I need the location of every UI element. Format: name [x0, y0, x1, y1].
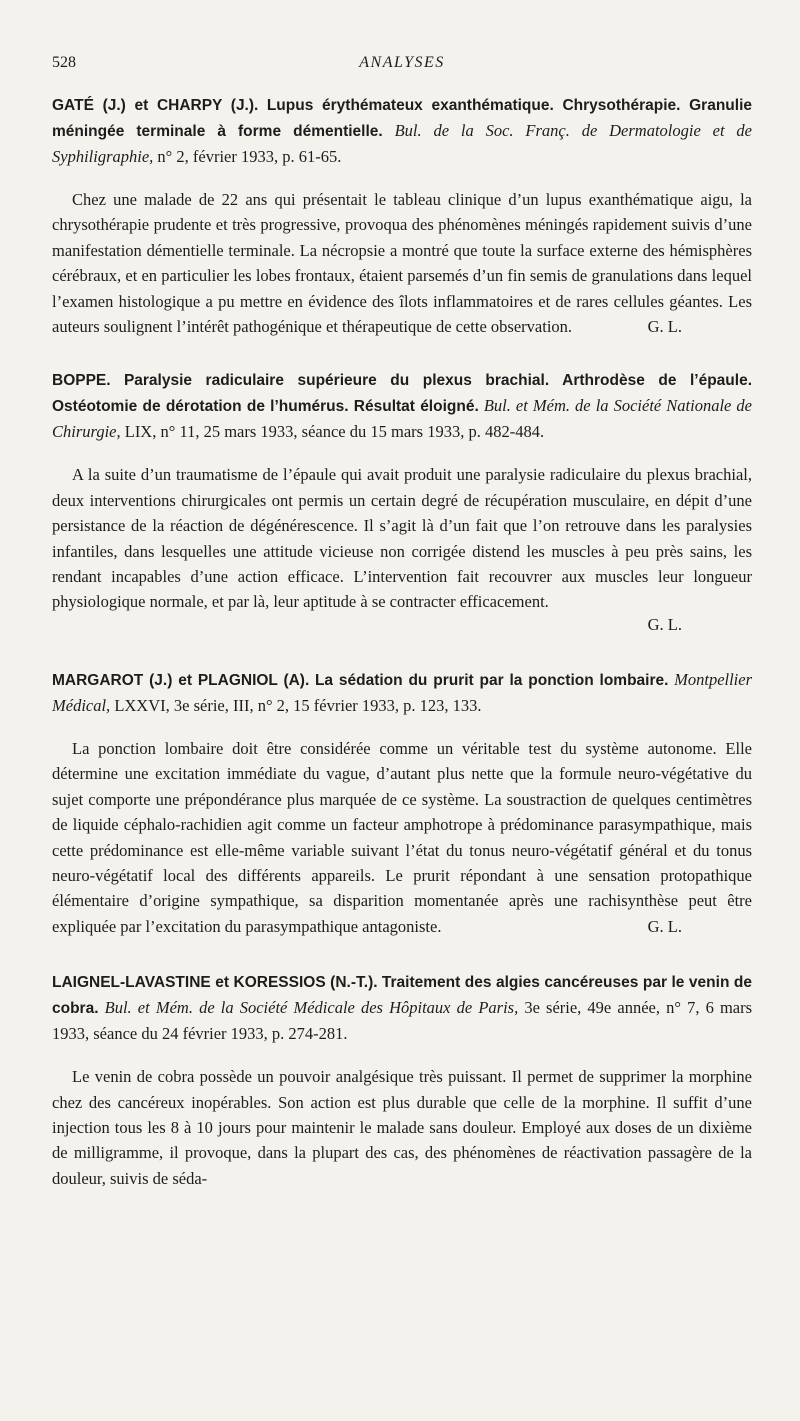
entry-signature: G. L. — [647, 916, 682, 936]
entry-journal: Bul. et Mém. de la Société Nationale de Chirurgie, — [52, 396, 752, 442]
entry-journal: Bul. et Mém. de la Société Médicale des Hôpitaux de Paris, — [104, 998, 519, 1018]
abstract-entry — [52, 92, 752, 339]
abstract-entry — [52, 667, 752, 939]
entry-details: LIX, n° 11, 25 mars 1933, séance du 15 mars 1933, p. 482-484. — [124, 422, 545, 442]
citation — [52, 969, 752, 1046]
entry-title: Lupus érythémateux exanthématique. Chrysothérapie. Granulie méningée terminale à forme démentielle. — [52, 97, 752, 140]
citation — [52, 367, 752, 444]
entry-author: GATÉ (J.) et CHARPY (J.). — [52, 97, 259, 114]
entry-details: n° 2, février 1933, p. 61-65. — [157, 147, 342, 166]
entry-signature: G. L. — [647, 614, 682, 634]
entry-title: Traitement des algies cancéreuses par le venin de cobra. — [52, 974, 753, 1018]
entry-abstract-text: Chez une malade de 22 ans qui présentait le tableau clinique d’un lupus exanthématique aigu, la chrysothérapie prudente et très progressive, provoqua des phénomènes méningés rapidement suivis d’une manifestation démentielle terminale. La nécropsie a montré que toute la surface externe des hémisphères cérébraux, et en particulier les lobes frontaux, étaient parsemés d’un fin semis de granulations dans lequel l’examen histologique a pu mettre en évidence des îlots inflammatoires et de rares cellules géantes. Les auteurs soulignent l’intérêt pathogénique et thérapeutique de cette observation. — [52, 190, 752, 337]
entry-author: MARGAROT (J.) et PLAGNIOL (A). — [52, 671, 310, 689]
entry-title: La sédation du prurit par la ponction lombaire. — [314, 671, 669, 689]
citation — [52, 92, 752, 169]
abstract-entry — [52, 367, 752, 636]
entry-journal: Bul. de la Soc. Franç. de Dermatologie et de Syphiligraphie, — [52, 121, 752, 166]
document-page — [52, 48, 752, 1191]
entry-abstract — [52, 187, 752, 339]
entry-abstract: Le venin de cobra possède un pouvoir analgésique très puissant. Il permet de supprimer la morphine chez des cancéreux inopérables. Son action est plus durable que celle de la morphine. Il suffit d’une injection tous les 8 à 10 jours pour maintenir le malade sans douleur. Employé aux doses de un dixième de milligramme, il provoque, dans la plupart des cas, des phénomènes de réactivation passagère de la douleur, suivis de séda- — [52, 1067, 752, 1188]
entry-abstract-text: La ponction lombaire doit être considérée comme un véritable test du système autonome. Elle détermine une excitation immédiate du vague, d’autant plus nette que la formule neuro-végétative du sujet comporte une prépondérance plus marquée de ce système. La soustraction de quelques centimètres de liquide céphalo-rachidien agit comme un facteur amphotrope à prédominance parasympathique, mais cette prédominance est elle-même variable suivant l’état du tonus neuro-végétatif général et du tonus neuro-végétatif local des différents appareils. Le prurit répondant à une sensation protopathique élémentaire d’origine sympathique, sa disparition momentanée après une rachisynthèse peut être expliquée par l’excitation du parasympathique antagoniste. — [52, 738, 752, 936]
entry-journal: Montpellier Médical, — [52, 669, 753, 715]
page-number: 528 — [52, 54, 76, 71]
entry-author: LAIGNEL-LAVASTINE et KORESSIOS (N.-T.). — [52, 974, 378, 992]
abstract-entry — [52, 969, 752, 1191]
entry-details: LXXVI, 3e série, III, n° 2, 15 février 1933, p. 123, 133. — [114, 695, 482, 715]
running-header — [52, 48, 752, 74]
entry-abstract: A la suite d’un traumatisme de l’épaule qui avait produit une paralysie radiculaire du plexus brachial, deux interventions chirurgicales ont permis un certain degré de récupération musculaire, en dépit d’une persistance de la réaction de dégénérescence. Il s’agit là d’un fait que l’on retrouve dans les paralysies infantiles, dans lesquelles une attitude vicieuse non corrigée distend les muscles à peu près sains, les rendant incapables d’une action efficace. L’intervention fait recouvrer aux muscles leur longueur physiologique normale, et par là, leur aptitude à se contracter efficacement. — [52, 465, 752, 612]
running-title: ANALYSES — [359, 54, 445, 71]
citation — [52, 667, 752, 718]
entry-author: BOPPE. — [52, 372, 111, 390]
entry-title: Paralysie radiculaire supérieure du plexus brachial. Arthrodèse de l’épaule. Ostéotomie de dérotation de l’humérus. Résultat éloigné. — [52, 372, 752, 416]
entry-details: 3e série, 49e année, n° 7, 6 mars 1933, séance du 24 février 1933, p. 274-281. — [52, 998, 753, 1044]
entry-signature: G. L. — [647, 317, 682, 337]
entry-abstract — [52, 736, 752, 939]
